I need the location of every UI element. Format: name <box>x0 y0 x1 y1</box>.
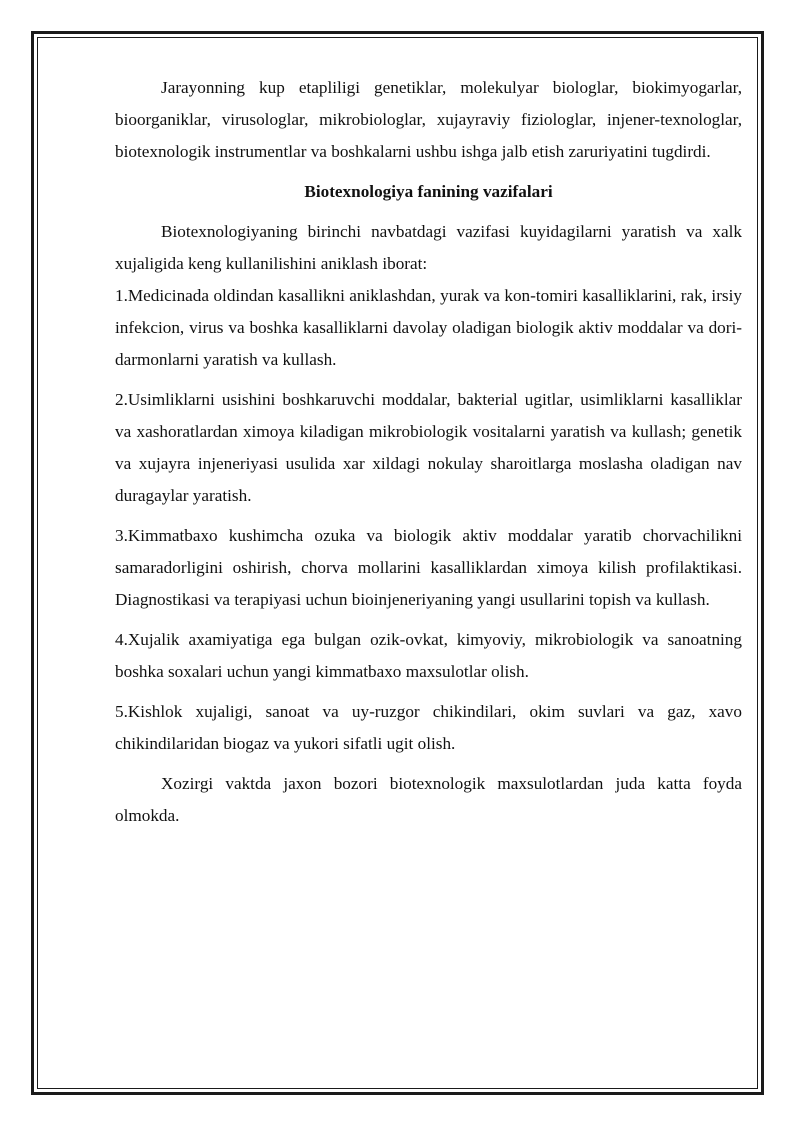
intro-paragraph: Jarayonning kup etapliligi genetiklar, molekulyar biologlar, biokimyogarlar, bioorganiklar, virusologlar, mikrobiologlar, xujayraviy fiziologlar, injener-texnologlar, biotexnologik instrumentlar va boshkalarni ushbu ishga jalb etish zaruriyatini tugdirdi. <box>115 78 742 161</box>
list-item-1: 1.Medicinada oldindan kasallikni aniklashdan, yurak va kon-tomiri kasalliklarini, rak, irsiy infekcion, virus va boshka kasalliklarni davolay oladigan biologik aktiv moddalar va dori-darmonlarni yaratish va kullash. <box>115 286 742 369</box>
list-item-2: 2.Usimliklarni usishini boshkaruvchi moddalar, bakterial ugitlar, usimliklarni kasalliklar va xashoratlardan ximoya kiladigan mikrobiologik vositalarni yaratish va kullash; genetik va xujayra injeneriyasi usulida xar xildagi nokulay sharoitlarga moslasha oladigan nav duragaylar yaratish. <box>115 390 742 505</box>
list-item-3: 3.Kimmatbaxo kushimcha ozuka va biologik aktiv moddalar yaratib chorvachilikni samaradorligini oshirish, chorva mollarini kasalliklardan ximoya kilish profilaktikasi. Diagnostikasi va terapiyasi uchun bioinjeneriyaning yangi usullarini topish va kullash. <box>115 526 742 609</box>
section-title: Biotexnologiya fanining vazifalari <box>304 182 553 201</box>
document-body <box>115 72 742 832</box>
list-item-4: 4.Xujalik axamiyatiga ega bulgan ozik-ovkat, kimyoviy, mikrobiologik va sanoatning boshka soxalari uchun yangi kimmatbaxo maxsulotlar olish. <box>115 630 742 681</box>
lead-paragraph: Biotexnologiyaning birinchi navbatdagi vazifasi kuyidagilarni yaratish va xalk xujaligida keng kullanilishini aniklash iborat: <box>115 222 742 273</box>
closing-paragraph: Xozirgi vaktda jaxon bozori biotexnologik maxsulotlardan juda katta foyda olmokda. <box>115 774 742 825</box>
list-item-5: 5.Kishlok xujaligi, sanoat va uy-ruzgor chikindilari, okim suvlari va gaz, xavo chikindilaridan biogaz va yukori sifatli ugit olish. <box>115 702 742 753</box>
